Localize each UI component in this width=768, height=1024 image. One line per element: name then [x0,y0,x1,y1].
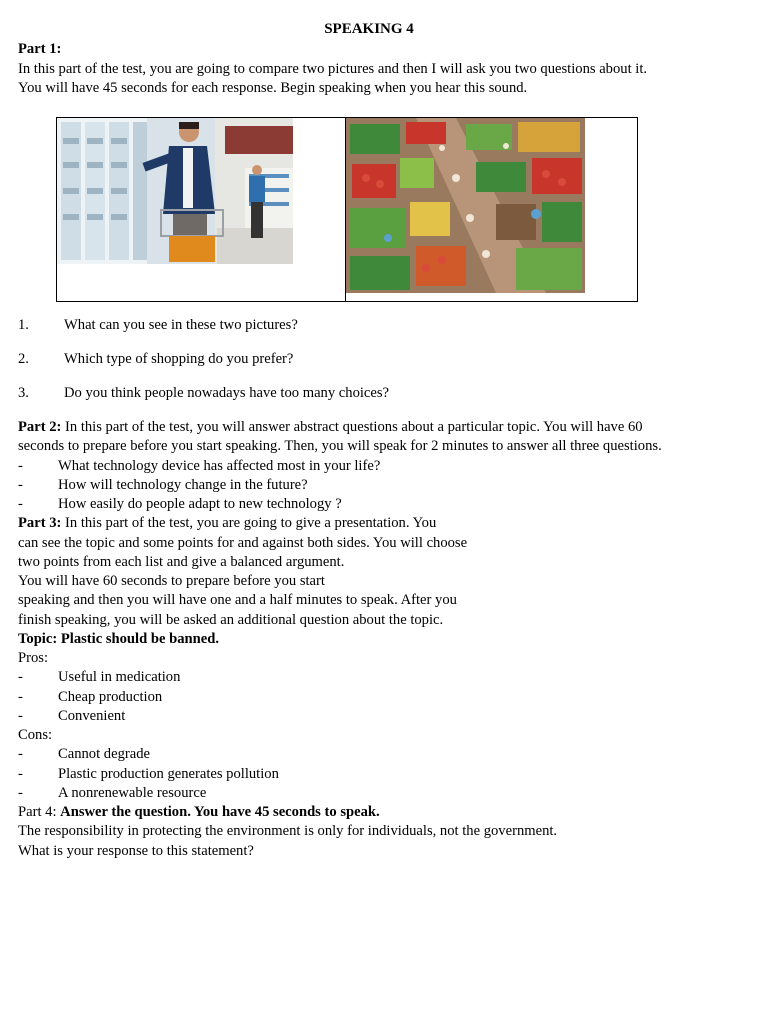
pro-text: Cheap production [58,689,163,705]
part1-intro-line2: You will have 45 seconds for each response. Begin speaking when you hear this sound. [18,80,528,96]
part2-line1 [18,418,643,437]
part3-line1 [18,514,436,533]
question-text: What technology device has affected most in your life? [58,458,381,474]
pro-text: Convenient [58,708,126,724]
bullet-dash: - [18,746,23,762]
part3-line4: You will have 60 seconds to prepare before you start [18,573,325,589]
part1-intro-line1: In this part of the test, you are going to compare two pictures and then I will ask you two questions about it. [18,61,648,77]
cons-label: Cons: [18,727,53,743]
con-item [18,784,206,803]
question-text: Which type of shopping do you prefer? [64,351,294,367]
pro-item [18,688,162,707]
bullet-dash: - [18,689,23,705]
part1-question-1 [18,316,298,335]
part2-line2: seconds to prepare before you start speaking. Then, you will speak for 2 minutes to answer all three questions. [18,438,662,454]
question-text: What can you see in these two pictures? [64,317,298,333]
bullet-dash: - [18,708,23,724]
question-number: 2. [18,351,29,367]
question-number: 1. [18,317,29,333]
part3-heading: Part 3: [18,515,62,531]
part3-line1-text: In this part of the test, you are going to give a presentation. You [61,515,437,531]
part1-question-2 [18,350,293,369]
supermarket-photo [57,118,293,264]
part2-question-1 [18,457,380,476]
pros-label: Pros: [18,650,49,666]
part3-topic: Topic: Plastic should be banned. [18,631,219,647]
part4-line1: The responsibility in protecting the environment is only for individuals, not the government. [18,823,558,839]
part2-question-2 [18,476,308,495]
part4-line2: What is your response to this statement? [18,843,254,859]
part2-question-3 [18,495,342,514]
part2-heading: Part 2: [18,419,62,435]
part4-heading-line [18,803,380,822]
part3-line2: can see the topic and some points for and against both sides. You will choose [18,535,468,551]
page-title: SPEAKING 4 [324,21,414,37]
con-item [18,765,279,784]
question-number: 3. [18,385,29,401]
part4-heading: Part 4: [18,804,61,820]
bullet-dash: - [18,458,23,474]
pro-text: Useful in medication [58,669,181,685]
part3-line3: two points from each list and give a balanced argument. [18,554,345,570]
bullet-dash: - [18,766,23,782]
part1-heading: Part 1: [18,41,62,57]
question-text: How will technology change in the future? [58,477,308,493]
bullet-dash: - [18,669,23,685]
pro-item [18,668,180,687]
con-text: A nonrenewable resource [58,785,207,801]
bullet-dash: - [18,496,23,512]
con-item [18,745,150,764]
question-text: Do you think people nowadays have too many choices? [64,385,390,401]
pro-item [18,707,125,726]
bullet-dash: - [18,477,23,493]
part2-line1-text: In this part of the test, you will answer abstract questions about a particular topic. You will have 60 [61,419,643,435]
part4-instruction: Answer the question. You have 45 seconds to speak. [60,804,380,820]
part1-question-3 [18,384,389,403]
con-text: Plastic production generates pollution [58,766,279,782]
part3-line6: finish speaking, you will be asked an additional question about the topic. [18,612,444,628]
con-text: Cannot degrade [58,746,150,762]
question-text: How easily do people adapt to new technology ? [58,496,342,512]
part3-line5: speaking and then you will have one and a half minutes to speak. After you [18,592,457,608]
market-photo [346,118,585,293]
bullet-dash: - [18,785,23,801]
